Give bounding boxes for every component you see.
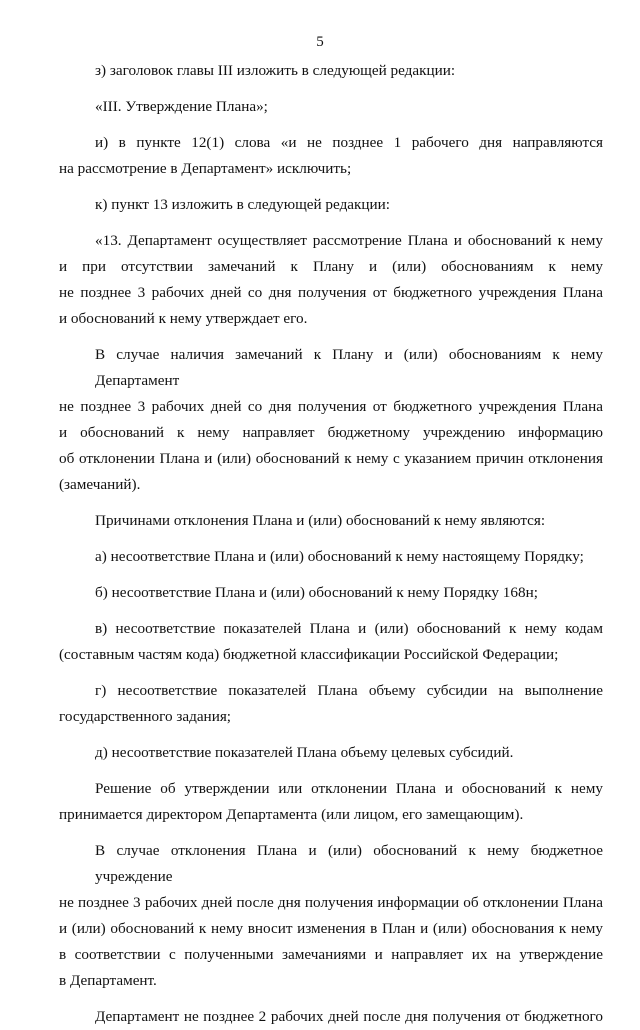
paragraph-line: в Департамент.: [59, 972, 157, 989]
paragraph-line: з) заголовок главы III изложить в следующей редакции:: [95, 62, 456, 79]
paragraph: [59, 580, 603, 606]
paragraph-line: и обоснований к нему утверждает его.: [59, 310, 308, 327]
paragraph-line: в) несоответствие показателей Плана и (или) обоснований к нему кодам: [95, 620, 603, 637]
paragraph-line: В случае отклонения Плана и (или) обоснований к нему бюджетное учреждение: [95, 842, 603, 885]
paragraph-line: В случае наличия замечаний к Плану и (или) обоснованиям к нему Департамент: [95, 346, 603, 389]
paragraph: [59, 1004, 603, 1030]
paragraph: [59, 838, 603, 994]
paragraph-line: не позднее 3 рабочих дней со дня получения от бюджетного учреждения Плана: [59, 284, 603, 301]
paragraph: [59, 544, 603, 570]
paragraph: [59, 94, 603, 120]
paragraph-line: на рассмотрение в Департамент» исключить;: [59, 160, 352, 177]
paragraph-line: и) в пункте 12(1) слова «и не позднее 1 рабочего дня направляются: [95, 134, 603, 151]
paragraph: [59, 776, 603, 828]
paragraph-line: и (или) обоснований к нему вносит изменения в План и (или) обоснования к нему: [59, 920, 603, 937]
paragraph: [59, 228, 603, 332]
paragraph-line: д) несоответствие показателей Плана объему целевых субсидий.: [95, 744, 514, 761]
paragraph-line: Причинами отклонения Плана и (или) обоснований к нему являются:: [95, 512, 546, 529]
paragraph: [59, 508, 603, 534]
paragraph-line: не позднее 3 рабочих дней со дня получения от бюджетного учреждения Плана: [59, 398, 603, 415]
paragraph-line: к) пункт 13 изложить в следующей редакции:: [95, 196, 391, 213]
paragraph: [59, 130, 603, 182]
paragraph-line: г) несоответствие показателей Плана объему субсидии на выполнение: [95, 682, 603, 699]
paragraph-line: не позднее 3 рабочих дней после дня получения информации об отклонении Плана: [59, 894, 603, 911]
page-number: 5: [316, 34, 324, 50]
paragraph-line: а) несоответствие Плана и (или) обоснований к нему настоящему Порядку;: [95, 548, 584, 565]
paragraph-line: «III. Утверждение Плана»;: [95, 98, 268, 115]
paragraph: [59, 58, 603, 84]
paragraph: [59, 342, 603, 498]
paragraph-line: принимается директором Департамента (или лицом, его замещающим).: [59, 806, 524, 823]
document-body: [59, 58, 603, 1030]
paragraph-line: б) несоответствие Плана и (или) обоснований к нему Порядку 168н;: [95, 584, 538, 601]
paragraph-line: об отклонении Плана и (или) обоснований к нему с указанием причин отклонения: [59, 450, 603, 467]
paragraph: [59, 740, 603, 766]
paragraph-line: государственного задания;: [59, 708, 232, 725]
paragraph-line: Департамент не позднее 2 рабочих дней после дня получения от бюджетного: [95, 1008, 603, 1025]
paragraph-line: (замечаний).: [59, 476, 141, 493]
paragraph: [59, 616, 603, 668]
paragraph-line: (составным частям кода) бюджетной классификации Российской Федерации;: [59, 646, 559, 663]
paragraph: [59, 678, 603, 730]
paragraph-line: и обоснований к нему направляет бюджетному учреждению информацию: [59, 424, 603, 441]
paragraph-line: «13. Департамент осуществляет рассмотрение Плана и обоснований к нему: [95, 232, 603, 249]
paragraph: [59, 192, 603, 218]
paragraph-line: Решение об утверждении или отклонении Плана и обоснований к нему: [95, 780, 603, 797]
paragraph-line: в соответствии с полученными замечаниями и направляет их на утверждение: [59, 946, 603, 963]
paragraph-line: и при отсутствии замечаний к Плану и (или) обоснованиям к нему: [59, 258, 603, 275]
